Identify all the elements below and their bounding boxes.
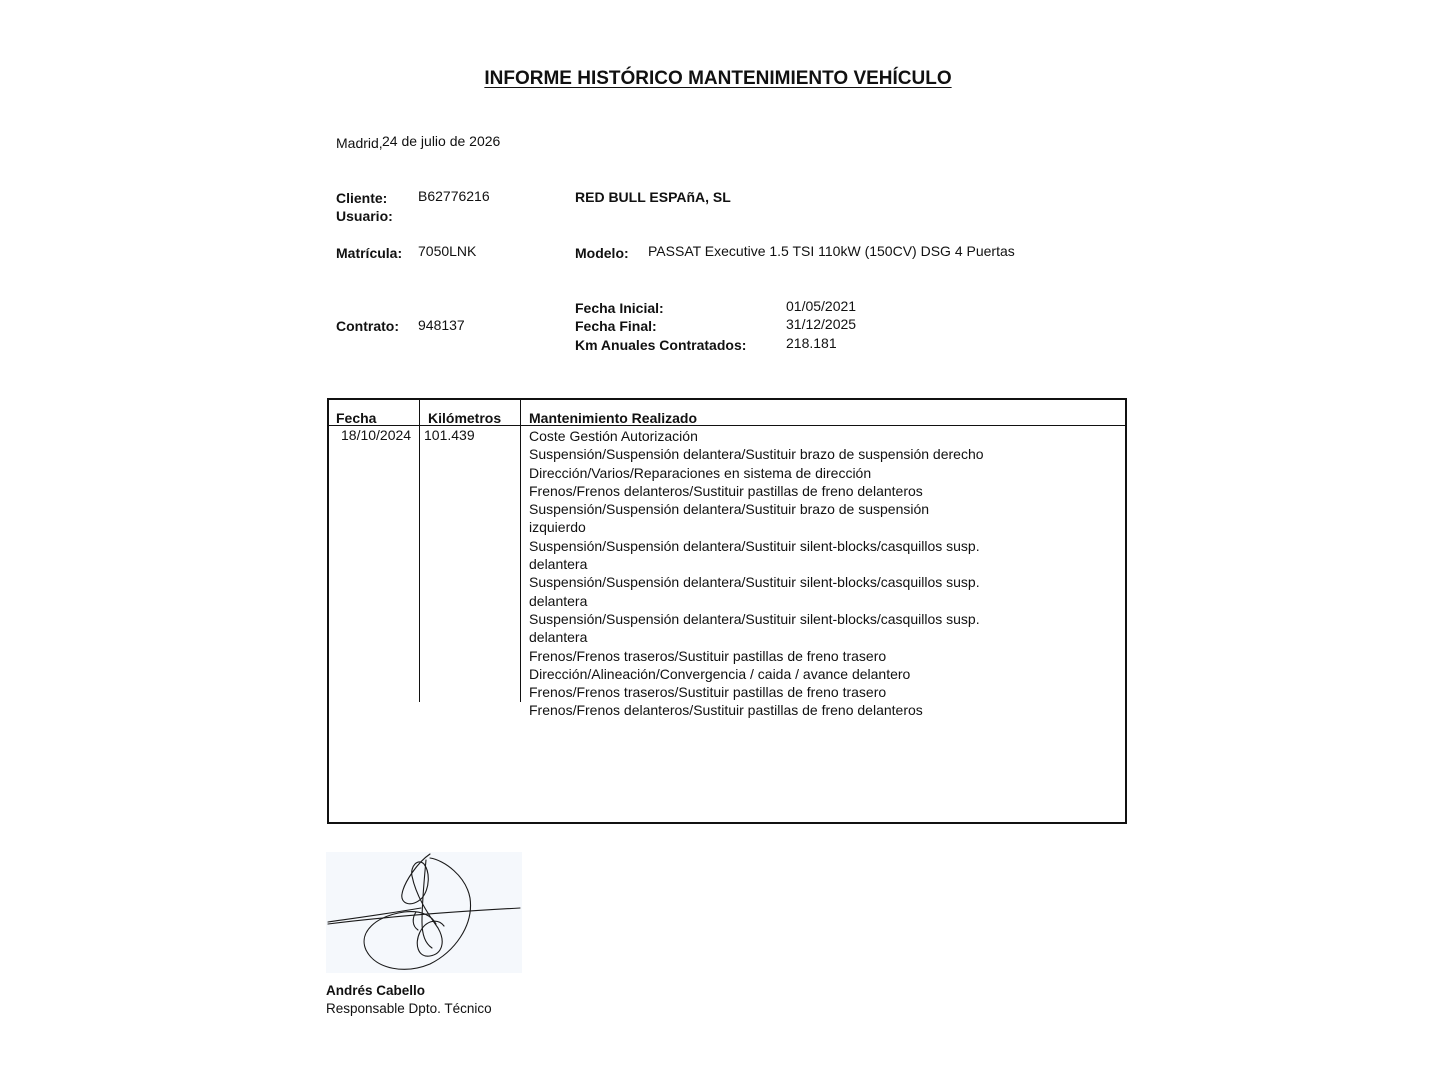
row-fecha: 18/10/2024 [341, 427, 412, 443]
maintenance-item: Dirección/Alineación/Convergencia / caida / avance delantero [529, 665, 911, 682]
cliente-label: Cliente: [336, 190, 388, 206]
matricula-label: Matrícula: [336, 245, 403, 261]
header-kilometros: Kilómetros [428, 410, 502, 426]
maintenance-item: Frenos/Frenos delanteros/Sustituir pastillas de freno delanteros [529, 702, 923, 719]
contrato-value: 948137 [418, 317, 465, 333]
fecha-final-value: 31/12/2025 [786, 316, 857, 332]
km-label: Km Anuales Contratados: [575, 337, 747, 353]
signature-image [326, 852, 522, 973]
fecha-final-label: Fecha Final: [575, 318, 657, 334]
fecha-inicial-label: Fecha Inicial: [575, 300, 664, 316]
maintenance-item: Suspensión/Suspensión delantera/Sustituir brazo de suspensión derecho [529, 446, 984, 463]
maintenance-item: Frenos/Frenos delanteros/Sustituir pastillas de freno delanteros [529, 482, 923, 499]
report-place: Madrid, [336, 135, 383, 151]
maintenance-item: Coste Gestión Autorización [529, 428, 698, 444]
usuario-label: Usuario: [336, 208, 393, 224]
maintenance-item: Suspensión/Suspensión delantera/Sustituir brazo de suspensión izquierdo [529, 501, 930, 536]
maintenance-table [327, 398, 1127, 824]
report-date: 24 de julio de 2026 [382, 133, 501, 149]
signature-scribble [326, 852, 522, 973]
modelo-label: Modelo: [575, 245, 629, 261]
row-km: 101.439 [424, 427, 475, 443]
matricula-value: 7050LNK [418, 243, 477, 259]
km-value: 218.181 [786, 335, 837, 351]
signer-name: Andrés Cabello [326, 983, 426, 998]
contrato-label: Contrato: [336, 318, 399, 334]
maintenance-item: Frenos/Frenos traseros/Sustituir pastillas de freno trasero [529, 684, 887, 701]
signer-role: Responsable Dpto. Técnico [326, 1001, 492, 1016]
maintenance-items [529, 427, 989, 720]
maintenance-item: Suspensión/Suspensión delantera/Sustituir silent-blocks/casquillos susp. delantera [529, 537, 980, 573]
maintenance-item: Suspensión/Suspensión delantera/Sustituir silent-blocks/casquillos susp. delantera [529, 610, 980, 646]
column-divider-1 [419, 400, 420, 702]
header-fecha: Fecha [336, 410, 377, 426]
maintenance-item: Dirección/Varios/Reparaciones en sistema de dirección [529, 464, 872, 481]
cliente-id: B62776216 [418, 188, 490, 204]
maintenance-item: Frenos/Frenos traseros/Sustituir pastillas de freno trasero [529, 647, 887, 664]
cliente-name: RED BULL ESPAñA, SL [575, 189, 731, 205]
column-divider-2 [520, 400, 521, 702]
maintenance-item: Suspensión/Suspensión delantera/Sustituir silent-blocks/casquillos susp. delantera [529, 574, 980, 609]
modelo-value: PASSAT Executive 1.5 TSI 110kW (150CV) DSG 4 Puertas [648, 243, 1015, 259]
report-title: INFORME HISTÓRICO MANTENIMIENTO VEHÍCULO [484, 68, 952, 89]
header-mantenimiento: Mantenimiento Realizado [529, 410, 698, 426]
fecha-inicial-value: 01/05/2021 [786, 298, 857, 314]
